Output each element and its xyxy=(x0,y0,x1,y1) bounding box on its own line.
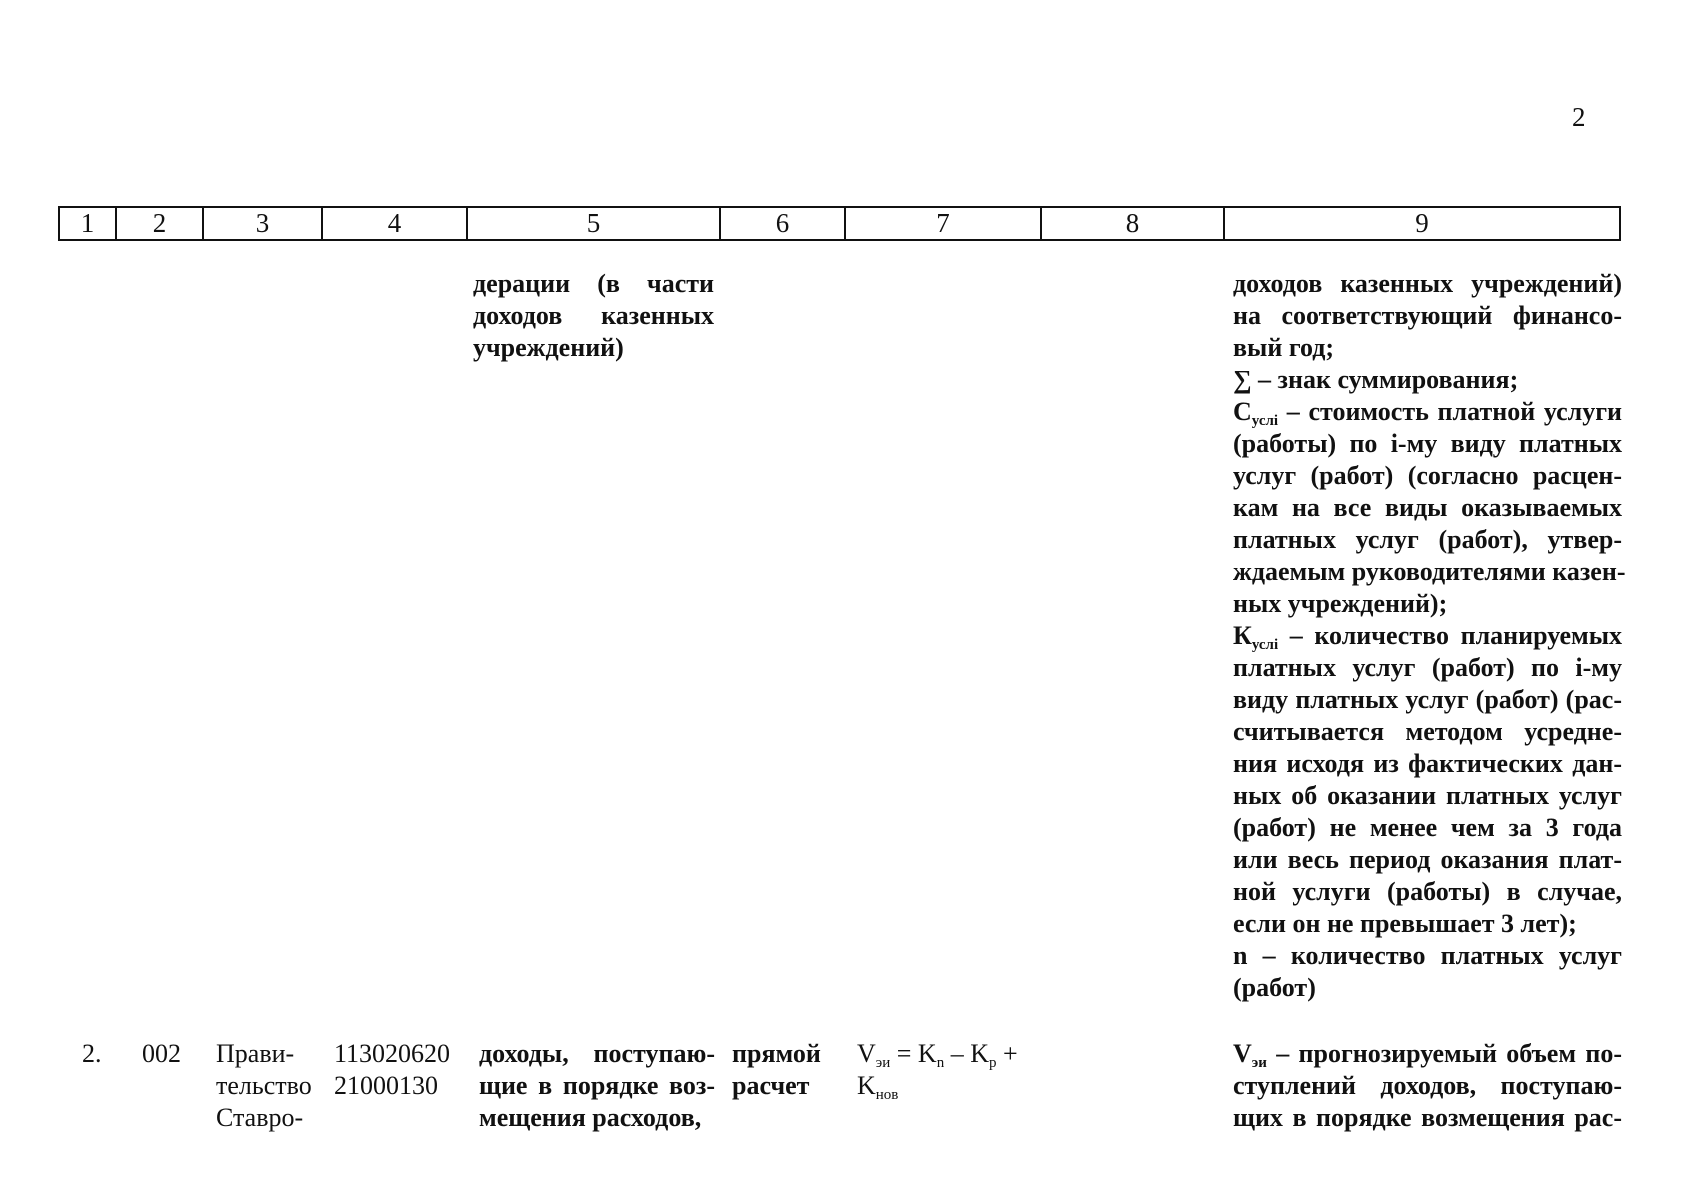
row1-col9-line: ния исходя из фактических дан- xyxy=(1233,749,1622,778)
row1-col9-line: (работ) xyxy=(1233,973,1316,1002)
row2-col3-line: тельство xyxy=(216,1071,312,1100)
formula-line-2 xyxy=(857,1070,1018,1102)
row1-col9-line: ждаемым руководителями казен- xyxy=(1233,557,1626,586)
formula-p-subscript: p xyxy=(988,1055,997,1071)
row1-col9-line: стоимость платной услуги xyxy=(1308,397,1622,426)
formula-k-new-subscript: нов xyxy=(875,1087,899,1103)
formula-plus: + xyxy=(996,1039,1018,1068)
formula-n-subscript: n xyxy=(936,1055,945,1071)
row1-col9-text xyxy=(1233,268,1626,1004)
header-col-1: 1 xyxy=(60,208,117,239)
row2-number: 2. xyxy=(82,1039,102,1068)
page-number: 2 xyxy=(1572,102,1586,132)
symbol-c-subscript: услi xyxy=(1251,413,1279,429)
row2-col6-line: расчет xyxy=(732,1071,810,1100)
row1-col9-line: или весь период оказания плат- xyxy=(1233,845,1622,874)
row1-col9-line: ных учреждений); xyxy=(1233,589,1448,618)
row2-col6-line: прямой xyxy=(732,1039,821,1068)
formula-line-1 xyxy=(857,1038,1018,1070)
row2-col4-line: 113020620 xyxy=(334,1039,451,1068)
row2-col9-line: ступлений доходов, поступаю- xyxy=(1233,1071,1622,1100)
row1-col9-line: платных услуг (работ), утвер- xyxy=(1233,525,1622,554)
row2-col6-text xyxy=(732,1038,821,1102)
row2-col5-line: мещения расходов, xyxy=(479,1103,702,1132)
row2-col4-text xyxy=(334,1038,450,1102)
row1-col5-line: учреждений) xyxy=(473,333,624,362)
row1-col9-line: ных об оказании платных услуг xyxy=(1233,781,1622,810)
row1-col5-text xyxy=(473,268,714,364)
row1-col9-line: (работы) по i-му виду платных xyxy=(1233,429,1622,458)
row2-col9-first-text: – прогнозируемый объем по- xyxy=(1266,1039,1622,1068)
row1-col9-line xyxy=(1233,396,1622,428)
header-col-2: 2 xyxy=(117,208,204,239)
row2-col3-line: Ставро- xyxy=(216,1103,304,1132)
symbol-k: К xyxy=(1233,621,1252,650)
row2-code: 002 xyxy=(142,1039,181,1068)
row1-col9-line: n – количество платных услуг xyxy=(1233,941,1622,970)
row2-col5-text xyxy=(479,1038,715,1134)
row1-col9-line: виду платных услуг (работ) (рас- xyxy=(1233,685,1622,714)
row1-col9-line: на соответствующий финансо- xyxy=(1233,301,1622,330)
row2-col3-line: Прави- xyxy=(216,1039,295,1068)
symbol-v-subscript: эи xyxy=(1251,1055,1267,1071)
row2-col9-text xyxy=(1233,1038,1622,1134)
row1-col9-line xyxy=(1233,620,1622,652)
formula-v-subscript: эи xyxy=(875,1055,891,1071)
header-col-9: 9 xyxy=(1415,208,1429,238)
row1-col9-line: платных услуг (работ) по i-му xyxy=(1233,653,1622,682)
formula-minus-k: – K xyxy=(944,1039,989,1068)
symbol-v: V xyxy=(1233,1039,1252,1068)
row2-col9-line xyxy=(1233,1038,1622,1070)
header-col-7: 7 xyxy=(846,208,1042,239)
header-col-8: 8 xyxy=(1042,208,1225,239)
row1-col9-line: количество планируемых xyxy=(1314,621,1623,650)
symbol-k-subscript: услi xyxy=(1251,637,1279,653)
row2-col9-line: щих в порядке возмещения рас- xyxy=(1233,1103,1622,1132)
header-col-6: 6 xyxy=(721,208,846,239)
table-header-numbering xyxy=(58,206,1621,241)
row1-col9-line: если он не превышает 3 лет); xyxy=(1233,909,1577,938)
row2-col5-line: доходы, поступаю- xyxy=(479,1039,715,1068)
symbol-c: С xyxy=(1233,397,1252,426)
row1-col9-line: (работ) не менее чем за 3 года xyxy=(1233,813,1622,842)
formula-equals-k: = K xyxy=(890,1039,937,1068)
row1-col9-line: считывается методом усредне- xyxy=(1233,717,1622,746)
row2-col3-text xyxy=(216,1038,312,1134)
row2-col4-line: 21000130 xyxy=(334,1071,438,1100)
header-col-4: 4 xyxy=(323,208,468,239)
row1-col9-line: ной услуги (работы) в случае, xyxy=(1233,877,1622,906)
dash: – xyxy=(1278,397,1309,426)
row1-col9-line: вый год; xyxy=(1233,333,1335,362)
formula-v: V xyxy=(857,1039,876,1068)
row1-col9-line: ∑ – знак суммирования; xyxy=(1233,365,1519,394)
row2-col5-line: щие в порядке воз- xyxy=(479,1071,715,1100)
formula-k: K xyxy=(857,1071,876,1100)
row1-col9-line: кам на все виды оказываемых xyxy=(1233,493,1622,522)
row1-col9-line: услуг (работ) (согласно расцен- xyxy=(1233,461,1622,490)
dash: – xyxy=(1278,621,1315,650)
header-col-5: 5 xyxy=(468,208,721,239)
row1-col9-line: доходов казенных учреждений) xyxy=(1233,269,1622,298)
header-col-3: 3 xyxy=(204,208,323,239)
row1-col5-line: доходов казенных xyxy=(473,301,714,330)
row2-col7-formula xyxy=(857,1038,1018,1102)
row1-col5-line: дерации (в части xyxy=(473,269,714,298)
